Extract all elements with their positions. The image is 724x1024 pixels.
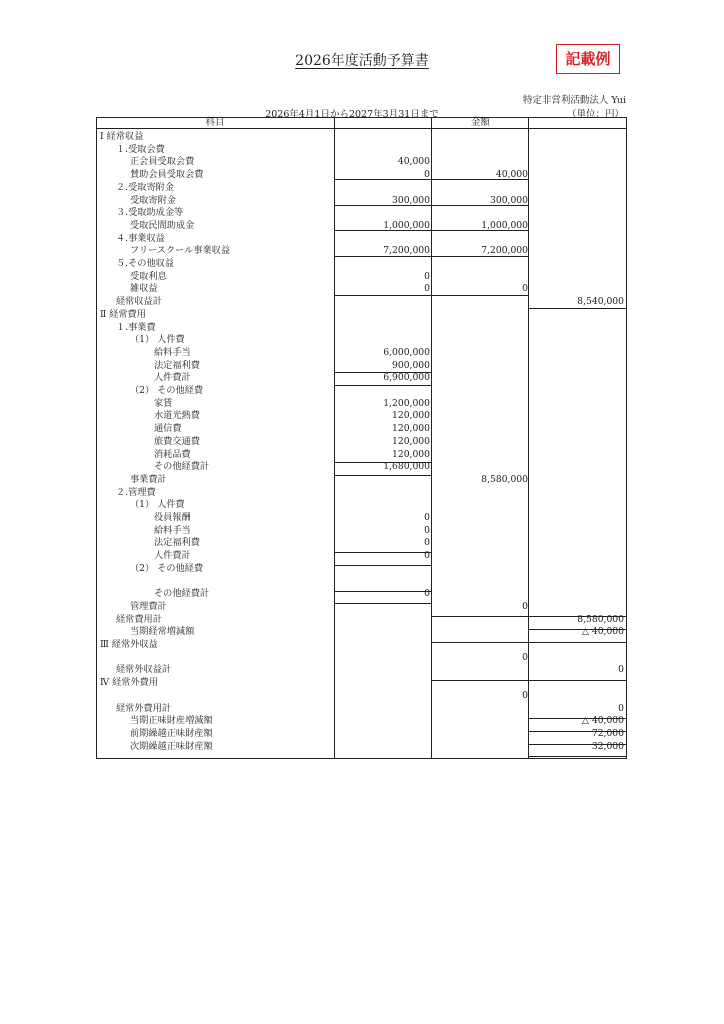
row-amount: 0	[522, 651, 528, 663]
row-label: 事業費計	[130, 473, 167, 485]
sum-rule	[528, 744, 627, 745]
row-amount: 8,540,000	[577, 296, 624, 308]
row-amount: 1,680,000	[383, 461, 430, 473]
row-label: 当期経常増減額	[130, 626, 195, 638]
row-label: Ⅲ 経常外収益	[100, 639, 158, 650]
row-amount: 0	[618, 664, 624, 676]
row-label: 受取利息	[130, 270, 167, 282]
table-row	[96, 346, 627, 359]
sum-rule	[431, 179, 528, 180]
table-row	[96, 295, 627, 308]
sum-rule	[334, 591, 431, 592]
row-label: 経常収益計	[116, 296, 162, 308]
row-label: その他経費計	[154, 588, 210, 600]
header-amount: 金額	[470, 117, 490, 128]
row-label: 管理費計	[130, 600, 167, 612]
table-row	[96, 143, 627, 156]
table-row	[96, 422, 627, 435]
row-amount: 120,000	[392, 410, 430, 422]
table-row	[96, 435, 627, 448]
row-amount: 0	[424, 169, 430, 181]
row-label: １.事業費	[116, 321, 156, 333]
row-amount: 0	[424, 283, 430, 295]
sum-rule	[431, 642, 528, 643]
row-amount: 72,000	[591, 727, 624, 739]
row-label: 法定福利費	[154, 359, 200, 371]
sum-rule	[431, 256, 528, 257]
sum-rule	[334, 565, 431, 566]
table-row	[96, 155, 627, 168]
row-label: 当期正味財産増減額	[130, 715, 213, 727]
table-row	[96, 536, 627, 549]
row-amount: 0	[424, 270, 430, 282]
row-label: ３.受取助成金等	[116, 207, 184, 219]
sample-stamp: 記載例	[556, 44, 620, 74]
sum-rule	[334, 256, 431, 257]
table-row	[96, 308, 627, 321]
table-row	[96, 511, 627, 524]
row-amount: 6,900,000	[383, 372, 430, 384]
row-label: 前期繰越正味財産額	[130, 727, 213, 739]
row-label: 経常費用計	[116, 613, 162, 625]
header-subject: 科目	[205, 117, 225, 128]
row-label: ２.管理費	[116, 486, 156, 498]
row-label: 受取寄附金	[130, 194, 176, 206]
table-row	[96, 359, 627, 372]
sum-rule	[334, 295, 431, 296]
table-row	[96, 651, 627, 664]
sum-rule	[334, 603, 431, 604]
table-row	[96, 257, 627, 270]
row-amount: △ 40,000	[581, 626, 624, 638]
row-amount: 6,000,000	[383, 346, 430, 358]
row-label: 雑収益	[130, 283, 158, 295]
row-amount: 120,000	[392, 435, 430, 447]
row-amount: 300,000	[392, 194, 430, 206]
row-label: 水道光熱費	[154, 410, 200, 422]
sum-rule	[334, 179, 431, 180]
table-row	[96, 498, 627, 511]
document-title: 2026年度活動予算書	[295, 53, 429, 69]
table-row	[96, 409, 627, 422]
row-label: 受取民間助成金	[130, 219, 195, 231]
row-amount: 7,200,000	[383, 245, 430, 257]
row-label: 給料手当	[154, 524, 191, 536]
sum-rule	[431, 205, 528, 206]
table-row	[96, 562, 627, 575]
table-row	[96, 676, 627, 689]
row-amount: 1,000,000	[383, 219, 430, 231]
sum-rule	[528, 642, 627, 643]
unit-label: （単位：円）	[566, 109, 624, 120]
row-amount: 8,580,000	[481, 473, 528, 485]
row-label: 旅費交通費	[154, 435, 200, 447]
sum-rule	[528, 680, 627, 681]
row-amount: 0	[522, 600, 528, 612]
row-amount: 300,000	[490, 194, 528, 206]
table-row	[96, 397, 627, 410]
table-row	[96, 270, 627, 283]
sum-rule	[528, 756, 627, 757]
sum-rule	[431, 295, 528, 296]
table-row	[96, 486, 627, 499]
row-label: Ⅰ 経常収益	[100, 131, 144, 142]
row-amount: 40,000	[495, 169, 528, 181]
table-row	[96, 524, 627, 537]
sum-rule	[431, 680, 528, 681]
sum-rule	[528, 308, 627, 309]
row-amount: 0	[424, 512, 430, 523]
sum-rule	[334, 552, 431, 553]
sum-rule	[334, 462, 431, 463]
table-row	[96, 638, 627, 651]
row-amount: 1,200,000	[383, 397, 430, 409]
row-label: 賛助会員受取会費	[130, 169, 204, 181]
row-amount: 900,000	[392, 359, 430, 371]
table-row	[96, 587, 627, 600]
row-label: （2） その他経費	[130, 385, 204, 396]
table-row	[96, 282, 627, 295]
row-amount: △ 40,000	[581, 715, 624, 727]
table-row	[96, 613, 627, 626]
sum-rule	[334, 372, 431, 373]
row-amount: 1,000,000	[481, 219, 528, 231]
row-label: 消耗品費	[154, 448, 191, 460]
table-row	[96, 232, 627, 245]
row-amount: 0	[424, 588, 430, 600]
table-row	[96, 575, 627, 588]
row-label: 人件費計	[154, 372, 191, 384]
row-label: Ⅳ 経常外費用	[100, 677, 159, 689]
sum-rule	[334, 475, 431, 476]
row-amount: 8,580,000	[577, 613, 624, 625]
row-label: 正会員受取会費	[130, 156, 195, 168]
sum-rule	[528, 616, 627, 617]
row-label: （2） その他経費	[130, 562, 204, 574]
row-label: ２.受取寄附金	[116, 181, 175, 193]
row-label: （1） 人件費	[130, 499, 185, 511]
row-label: 法定福利費	[154, 537, 200, 549]
row-label: 次期繰越正味財産額	[130, 740, 213, 752]
row-amount: 0	[618, 702, 624, 714]
row-amount: 32,000	[591, 740, 624, 752]
row-label: 通信費	[154, 423, 182, 435]
table-row	[96, 333, 627, 346]
row-amount: 0	[424, 537, 430, 549]
row-amount: 7,200,000	[481, 245, 528, 257]
table-row	[96, 321, 627, 334]
table-row	[96, 448, 627, 461]
row-label: １.受取会費	[116, 143, 165, 155]
row-label: 家賃	[154, 397, 173, 409]
table-row	[96, 702, 627, 715]
table-row	[96, 663, 627, 676]
table-row	[96, 371, 627, 384]
table-row	[96, 130, 627, 143]
row-label: Ⅱ 経常費用	[100, 308, 146, 320]
row-label: その他経費計	[154, 461, 210, 473]
sum-rule	[528, 731, 627, 732]
row-label: 給料手当	[154, 346, 191, 358]
sum-rule	[528, 718, 627, 719]
row-amount: 0	[424, 550, 430, 562]
row-label: 経常外収益計	[116, 664, 172, 676]
row-amount: 0	[424, 524, 430, 536]
row-label: フリースクール事業収益	[130, 245, 231, 257]
sum-rule	[334, 230, 431, 231]
row-amount: 40,000	[397, 156, 430, 168]
row-label: 役員報酬	[154, 512, 191, 523]
sum-rule	[528, 629, 627, 630]
fiscal-period: 2026年4月1日から2027年3月31日まで	[265, 109, 439, 120]
row-label: （1） 人件費	[130, 334, 185, 346]
table-row	[96, 206, 627, 219]
row-label: 経常外費用計	[116, 702, 172, 714]
sum-rule	[431, 230, 528, 231]
sum-rule	[334, 205, 431, 206]
row-amount: 120,000	[392, 448, 430, 460]
row-amount: 0	[522, 283, 528, 295]
row-label: 人件費計	[154, 550, 191, 562]
table-row	[96, 625, 627, 638]
row-label: ４.事業収益	[116, 232, 165, 244]
sum-rule	[431, 616, 528, 617]
table-row	[96, 689, 627, 702]
row-amount: 120,000	[392, 423, 430, 435]
sum-rule	[334, 385, 431, 386]
row-amount: 0	[522, 689, 528, 701]
table-row	[96, 740, 627, 753]
table-row	[96, 714, 627, 727]
row-label: ５.その他収益	[116, 258, 175, 269]
table-row	[96, 181, 627, 194]
table-row	[96, 600, 627, 613]
table-row	[96, 727, 627, 740]
organization-name: 特定非営利活動法人 Yui	[522, 95, 626, 106]
